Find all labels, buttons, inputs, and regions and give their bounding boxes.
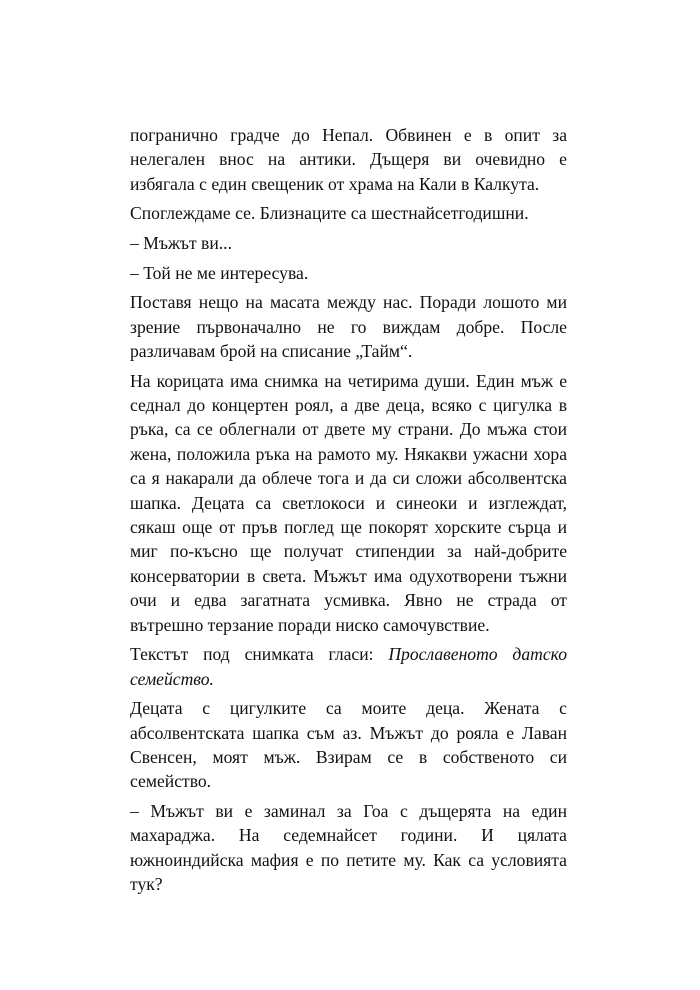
- book-page: [130, 123, 567, 902]
- paragraph-6: На корицата има снимка на четирима души. Един мъж е седнал до концертен роял, а две деца, всяко с цигулка в ръка, са се облегнали от двете му страни. До мъжа стои жена, положила ръка на рамото му. Някакви ужасни хора са я накарали да облече тога и да си сложи абсолвентска шапка. Децата са светлокоси и синеоки и изглеждат, сякаш още от пръв поглед ще покорят хорските сърца и миг по-късно ще получат стипендии за най-добрите консерватории в света. Мъжът има одухотворени тъжни очи и едва загатната усмивка. Явно не страда от вътрешно терзание поради ниско самочувствие.: [130, 370, 567, 635]
- paragraph-5: Поставя нещо на масата между нас. Поради лошото ми зрение първоначално не го виждам добре. После различавам брой на списание „Тайм“.: [130, 292, 567, 361]
- paragraph-1: погранично градче до Непал. Обвинен е в опит за нелегален внос на антики. Дъщеря ви очевидно е избягала с един свещеник от храма на Кали в Калкута.: [130, 125, 567, 194]
- caption-italic: Прославеното датско семейство.: [130, 644, 567, 689]
- paragraph-9: – Мъжът ви е заминал за Гоа с дъщерята на един махараджа. На седемнайсет години. И цялата южноиндийска мафия е по петите му. Как са условията тук?: [130, 801, 567, 895]
- paragraph-2: Споглеждаме се. Близнаците са шестнайсетгодишни.: [130, 203, 529, 224]
- paragraph-8: Децата с цигулките са моите деца. Жената с абсолвентската шапка съм аз. Мъжът до рояла е Лаван Свенсен, моят мъж. Взирам се в собственото си семейство.: [130, 698, 567, 792]
- caption-lead: Текстът под снимката гласи:: [130, 644, 389, 665]
- paragraph-7: [130, 642, 567, 691]
- paragraph-4: – Той не ме интересува.: [130, 262, 309, 283]
- paragraph-3: – Мъжът ви...: [130, 233, 232, 253]
